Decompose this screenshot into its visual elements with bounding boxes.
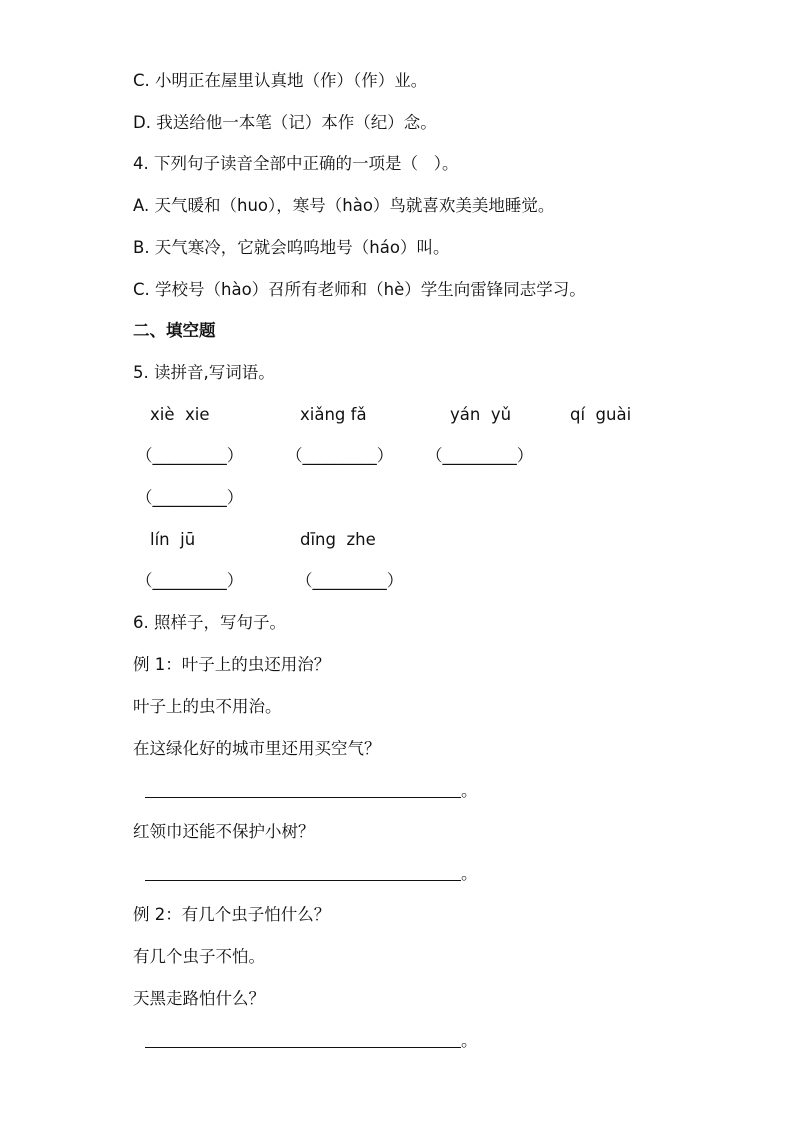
pinyin-qiguai: qí guài — [570, 405, 632, 424]
q6-example2-prompt: 例 2：有几个虫子怕什么？ — [133, 905, 331, 924]
period-mark: 。 — [461, 1031, 478, 1050]
underline-rule — [145, 797, 461, 798]
q6-example2-answer: 有几个虫子不怕。 — [133, 947, 265, 966]
q4-option-b: B. 天气寒冷，它就会呜呜地号（háo）叫。 — [133, 238, 450, 257]
answer-blank-linju[interactable]: （_________） — [136, 571, 244, 590]
q6-question2: 红领巾还能不保护小树？ — [133, 822, 315, 841]
underline-rule — [145, 880, 461, 881]
q6-stem: 6. 照样子，写句子。 — [133, 613, 286, 632]
answer-blank-qiguai[interactable]: （_________） — [136, 488, 244, 507]
section-heading: 二、填空题 — [133, 321, 216, 340]
answer-blank-dingzhe[interactable]: （_________） — [296, 571, 404, 590]
answer-line-1[interactable] — [145, 780, 478, 802]
q6-question1: 在这绿化好的城市里还用买空气？ — [133, 739, 381, 758]
pinyin-yanyu: yán yǔ — [450, 405, 512, 424]
period-mark: 。 — [461, 864, 478, 883]
answer-line-3[interactable] — [145, 1030, 478, 1052]
q3-option-c: C. 小明正在屋里认真地（作）（作）业。 — [133, 71, 428, 90]
q3-option-d: D. 我送给他一本笔（记）本作（纪）念。 — [133, 113, 437, 132]
pinyin-linju: lín jū — [150, 530, 196, 549]
answer-blank-xiexie[interactable]: （_________） — [136, 446, 244, 465]
pinyin-xiexie: xiè xie — [150, 405, 210, 424]
answer-blank-yanyu[interactable]: （_________） — [426, 446, 534, 465]
pinyin-xiangfa: xiǎng fǎ — [300, 405, 367, 424]
answer-blank-xiangfa[interactable]: （_________） — [286, 446, 394, 465]
q4-option-a: A. 天气暖和（huo），寒号（hào）鸟就喜欢美美地睡觉。 — [133, 196, 555, 215]
q4-option-c: C. 学校号（hào）召所有老师和（hè）学生向雷锋同志学习。 — [133, 280, 586, 299]
pinyin-dingzhe: dīng zhe — [300, 530, 376, 549]
answer-line-2[interactable] — [145, 863, 478, 885]
q4-stem: 4. 下列句子读音全部中正确的一项是（ ）。 — [133, 154, 459, 173]
q6-question3: 天黑走路怕什么？ — [133, 989, 265, 1008]
q5-stem: 5. 读拼音,写词语。 — [133, 363, 275, 382]
q6-example1-answer: 叶子上的虫不用治。 — [133, 697, 282, 716]
underline-rule — [145, 1047, 461, 1048]
period-mark: 。 — [461, 781, 478, 800]
q6-example1-prompt: 例 1：叶子上的虫还用治？ — [133, 655, 331, 674]
